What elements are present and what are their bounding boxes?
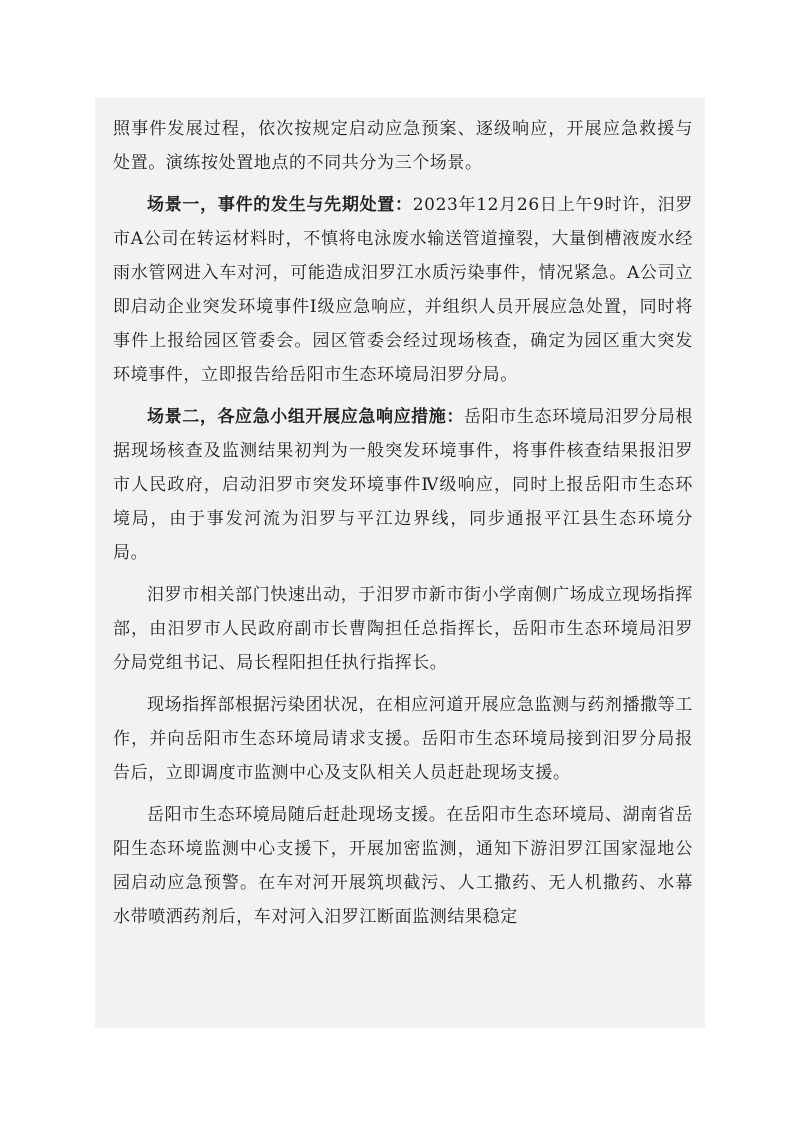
paragraph-text: 汨罗市相关部门快速出动，于汨罗市新市街小学南侧广场成立现场指挥部，由汨罗市人民政府副市长曹陶担任总指挥长，岳阳市生态环境局汨罗分局党组书记、局长程阳担任执行指挥长。 [113,585,693,673]
paragraph-command-post [113,578,693,680]
document-body [113,112,693,942]
paragraph-intro [113,112,693,180]
paragraph-text: 岳阳市生态环境局汨罗分局根据现场核查及监测结果初判为一般突发环境事件，将事件核查结果报汨罗市人民政府，启动汨罗市突发环境事件Ⅳ级响应，同时上报岳阳市生态环境局，由于事发河流为汨罗与平江边界线，同步通报平江县生态环境分局。 [113,407,693,563]
paragraph-scene-two [113,400,693,570]
paragraph-text: 岳阳市生态环境局随后赶赴现场支援。在岳阳市生态环境局、湖南省岳阳生态环境监测中心支援下，开展加密监测，通知下游汨罗江国家湿地公园启动应急预警。在车对河开展筑坝截污、人工撒药、无人机撒药、水幕水带喷洒药剂后，车对河入汨罗江断面监测结果稳定 [113,805,693,927]
paragraph-text: 2023年12月26日上午9时许，汨罗市A公司在转运材料时，不慎将电泳废水输送管道撞裂，大量倒槽液废水经雨水管网进入车对河，可能造成汨罗江水质污染事件，情况紧急。A公司立即启动企业突发环境事件Ⅰ级应急响应，并组织人员开展应急处置，同时将事件上报给园区管委会。园区管委会经过现场核查，确定为园区重大突发环境事件，立即报告给岳阳市生态环境局汨罗分局。 [113,195,694,385]
paragraph-heading: 场景一，事件的发生与先期处置： [147,195,413,215]
paragraph-text: 照事件发展过程，依次按规定启动应急预案、逐级响应，开展应急救援与处置。演练按处置地点的不同共分为三个场景。 [113,119,693,173]
paragraph-support [113,798,693,934]
paragraph-scene-one [113,188,693,392]
paragraph-text: 现场指挥部根据污染团状况，在相应河道开展应急监测与药剂播撒等工作，并向岳阳市生态环境局请求支援。岳阳市生态环境局接到汨罗分局报告后，立即调度市监测中心及支队相关人员赶赴现场支援。 [113,695,693,783]
paragraph-heading: 场景二，各应急小组开展应急响应措施： [147,407,465,427]
paragraph-monitoring [113,688,693,790]
